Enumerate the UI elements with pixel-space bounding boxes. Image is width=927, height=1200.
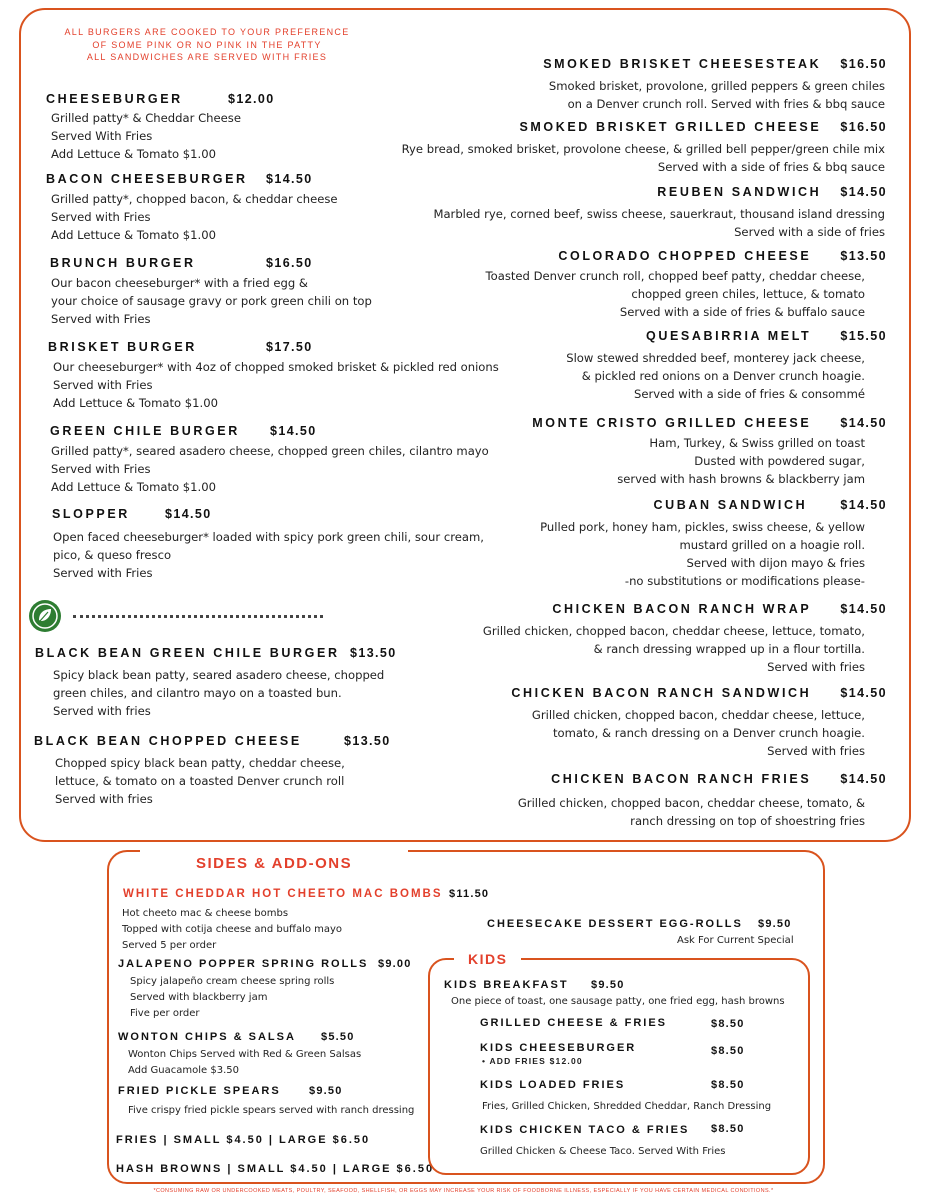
desc-line: Spicy jalapeño cream cheese spring rolls <box>130 976 335 987</box>
sandwich-item <box>287 181 887 241</box>
desc-line: Open faced cheeseburger* loaded with spicy pork green chili, sour cream, <box>53 530 484 544</box>
side-item-description <box>128 1047 361 1079</box>
menu-item-price: $14.50 <box>840 416 887 430</box>
sandwich-item <box>287 682 887 760</box>
sandwich-item <box>287 325 887 403</box>
desc-line: lettuce, & tomato on a toasted Denver crunch roll <box>55 774 345 788</box>
side-item-price: $9.00 <box>378 958 412 970</box>
menu-item-description <box>287 622 865 676</box>
kids-item-name: GRILLED CHEESE & FRIES <box>480 1017 668 1029</box>
menu-item-description <box>51 109 241 163</box>
menu-item-description <box>287 794 865 830</box>
desc-line: Rye bread, smoked brisket, provolone cheese, & grilled bell pepper/green chile mix <box>401 142 885 156</box>
side-item-name: WONTON CHIPS & SALSA <box>118 1031 296 1043</box>
menu-item-name: BRISKET BURGER <box>48 340 197 354</box>
desc-line: served with hash browns & blackberry jam <box>617 472 865 486</box>
desc-line: ranch dressing on top of shoestring fries <box>630 814 865 828</box>
menu-item-price: $14.50 <box>165 507 212 521</box>
sandwich-item <box>287 768 887 830</box>
dessert-name: CHEESECAKE DESSERT EGG-ROLLS <box>487 918 743 930</box>
desc-line: & ranch dressing wrapped up in a flour tortilla. <box>593 642 865 656</box>
menu-item-price: $16.50 <box>840 57 887 71</box>
desc-line: Served with Fries <box>53 566 153 580</box>
desc-line: Served with Fries <box>51 210 151 224</box>
desc-line: Served With Fries <box>51 129 153 143</box>
menu-item-name: SMOKED BRISKET GRILLED CHEESE <box>519 120 822 134</box>
desc-line: Served with Fries <box>51 312 151 326</box>
divider <box>73 615 323 618</box>
sandwich-item <box>287 494 887 590</box>
menu-item-description <box>287 205 885 241</box>
kids-item-price: $8.50 <box>711 1123 745 1135</box>
desc-line: Served with a side of fries <box>734 225 885 239</box>
menu-item-price: $14.50 <box>840 772 887 786</box>
menu-item-name: SLOPPER <box>52 507 130 521</box>
menu-item-price: $13.50 <box>350 646 397 660</box>
desc-line: Five per order <box>130 1008 200 1019</box>
desc-line: Our cheeseburger* with 4oz of chopped smoked brisket & pickled red onions <box>53 360 499 374</box>
sides-heading: SIDES & ADD-ONS <box>140 849 408 878</box>
menu-item-description <box>287 267 865 321</box>
menu-item-price: $16.50 <box>266 256 313 270</box>
desc-line: chopped green chiles, lettuce, & tomato <box>631 287 865 301</box>
desc-line: Marbled rye, corned beef, swiss cheese, sauerkraut, thousand island dressing <box>433 207 885 221</box>
menu-item-price: $17.50 <box>266 340 313 354</box>
side-item-name: FRIED PICKLE SPEARS <box>118 1085 281 1097</box>
menu-item-name: CHICKEN BACON RANCH SANDWICH <box>511 686 812 700</box>
desc-line: Five crispy fried pickle spears served with ranch dressing <box>128 1105 415 1116</box>
side-item-description <box>130 974 334 1022</box>
kids-heading: KIDS <box>454 949 521 969</box>
desc-line: Served with a side of fries & bbq sauce <box>657 160 885 174</box>
desc-line: Served with fries <box>55 792 153 806</box>
kids-item-description: One piece of toast, one sausage patty, one fried egg, hash browns <box>451 996 785 1007</box>
desc-line: Add Lettuce & Tomato $1.00 <box>51 480 216 494</box>
menu-item-name: COLORADO CHOPPED CHEESE <box>558 249 812 263</box>
menu-item-name: QUESABIRRIA MELT <box>646 329 812 343</box>
side-item-price: $9.50 <box>309 1085 343 1097</box>
desc-line: Served with Fries <box>51 462 151 476</box>
menu-item-name: CHICKEN BACON RANCH WRAP <box>552 602 812 616</box>
desc-line: Grilled chicken, chopped bacon, cheddar cheese, lettuce, tomato, <box>482 624 865 638</box>
menu-item-price: $14.50 <box>270 424 317 438</box>
menu-item-name: REUBEN SANDWICH <box>657 185 822 199</box>
kids-item-price: $8.50 <box>711 1079 745 1091</box>
kids-item-description: Grilled Chicken & Cheese Taco. Served With Fries <box>480 1146 726 1157</box>
kids-item-price: $9.50 <box>591 979 625 991</box>
note-text: ADD FRIES $12.00 <box>489 1056 583 1066</box>
desc-line: pico, & queso fresco <box>53 548 172 562</box>
leaf-icon <box>28 599 62 633</box>
menu-item-name: CHICKEN BACON RANCH FRIES <box>551 772 812 786</box>
desc-line: Served with fries <box>767 744 865 758</box>
menu-item-description <box>287 706 865 760</box>
footer-disclaimer: *CONSUMING RAW OR UNDERCOOKED MEATS, POULTRY, SEAFOOD, SHELLFISH, OR EGGS MAY INCREASE YOUR RISK OF FOODBORNE ILLNESS, ESPECIALLY IF YOU HAVE CERTAIN MEDICAL CONDITIONS.* <box>153 1188 774 1194</box>
desc-line: Grilled patty*, chopped bacon, & cheddar cheese <box>51 192 338 206</box>
menu-item-name: BLACK BEAN GREEN CHILE BURGER <box>35 646 340 660</box>
menu-item-name: GREEN CHILE BURGER <box>50 424 240 438</box>
notice-line: ALL SANDWICHES ARE SERVED WITH FRIES <box>86 52 328 62</box>
notice-line: ALL BURGERS ARE COOKED TO YOUR PREFERENCE <box>64 27 350 37</box>
desc-line: Slow stewed shredded beef, monterey jack cheese, <box>566 351 865 365</box>
desc-line: Spicy black bean patty, seared asadero cheese, chopped <box>53 668 385 682</box>
desc-line: your choice of sausage gravy or pork green chili on top <box>51 294 372 308</box>
desc-line: Served with dijon mayo & fries <box>686 556 865 570</box>
menu-item-name: CHEESEBURGER <box>46 92 183 106</box>
kids-item-note <box>482 1056 583 1066</box>
desc-line: Dusted with powdered sugar, <box>694 454 865 468</box>
desc-line: Smoked brisket, provolone, grilled peppers & green chiles <box>548 79 885 93</box>
desc-line: Add Lettuce & Tomato $1.00 <box>51 147 216 161</box>
menu-item-price: $13.50 <box>840 249 887 263</box>
menu-item-price: $14.50 <box>266 172 313 186</box>
menu-item-name: CUBAN SANDWICH <box>653 498 808 512</box>
menu-item-name: BRUNCH BURGER <box>50 256 196 270</box>
sandwich-item <box>287 53 887 113</box>
desc-line: Hot cheeto mac & cheese bombs <box>122 908 289 919</box>
desc-line: Our bacon cheeseburger* with a fried egg & <box>51 276 308 290</box>
menu-item-name: SMOKED BRISKET CHEESESTEAK <box>543 57 822 71</box>
menu-item-description <box>287 140 885 176</box>
side-item-price: $11.50 <box>449 888 490 900</box>
side-item-name: JALAPENO POPPER SPRING ROLLS <box>118 958 369 970</box>
desc-line: Toasted Denver crunch roll, chopped beef patty, cheddar cheese, <box>485 269 865 283</box>
desc-line: Ham, Turkey, & Swiss grilled on toast <box>649 436 865 450</box>
desc-line: Served 5 per order <box>122 940 217 951</box>
sandwich-item <box>287 598 887 676</box>
menu-item-price: $13.50 <box>344 734 391 748</box>
desc-line: Served with fries <box>53 704 151 718</box>
kids-item-name: KIDS CHICKEN TACO & FRIES <box>480 1124 690 1136</box>
desc-line: Grilled chicken, chopped bacon, cheddar cheese, tomato, & <box>517 796 865 810</box>
desc-line: Served with a side of fries & buffalo sauce <box>619 305 865 319</box>
menu-item-price: $14.50 <box>840 602 887 616</box>
desc-line: Add Guacamole $3.50 <box>128 1065 239 1076</box>
desc-line: Served with a side of fries & consommé <box>634 387 865 401</box>
desc-line: Chopped spicy black bean patty, cheddar cheese, <box>55 756 345 770</box>
desc-line: Wonton Chips Served with Red & Green Salsas <box>128 1049 362 1060</box>
kids-item-price: $8.50 <box>711 1018 745 1030</box>
menu-item-price: $12.00 <box>228 92 275 106</box>
desc-line: Grilled patty* & Cheddar Cheese <box>51 111 241 125</box>
menu-item-price: $14.50 <box>840 185 887 199</box>
desc-line: Grilled chicken, chopped bacon, cheddar cheese, lettuce, <box>531 708 865 722</box>
desc-line: on a Denver crunch roll. Served with fries & bbq sauce <box>567 97 885 111</box>
side-item-price: $5.50 <box>321 1031 355 1043</box>
menu-item-description <box>287 434 865 488</box>
sandwich-item <box>287 116 887 176</box>
bullet-icon: • <box>482 1056 487 1066</box>
menu-item-name: BACON CHEESEBURGER <box>46 172 248 186</box>
menu-item-price: $16.50 <box>840 120 887 134</box>
menu-item-description <box>287 349 865 403</box>
kids-item-name: KIDS CHEESEBURGER <box>480 1042 637 1054</box>
desc-line: Add Lettuce & Tomato $1.00 <box>51 228 216 242</box>
desc-line: green chiles, and cilantro mayo on a toasted bun. <box>53 686 342 700</box>
desc-line: Served with fries <box>767 660 865 674</box>
desc-line: -no substitutions or modifications please- <box>624 574 865 588</box>
desc-line: Grilled patty*, seared asadero cheese, chopped green chiles, cilantro mayo <box>51 444 489 458</box>
kids-item-price: $8.50 <box>711 1045 745 1057</box>
kids-item-name: KIDS BREAKFAST <box>444 979 569 991</box>
sandwich-item <box>287 245 887 321</box>
notice-line: OF SOME PINK OR NO PINK IN THE PATTY <box>92 39 322 50</box>
sandwich-item <box>287 412 887 488</box>
menu-item-name: BLACK BEAN CHOPPED CHEESE <box>34 734 302 748</box>
desc-line: Add Lettuce & Tomato $1.00 <box>53 396 218 410</box>
menu-item-description <box>287 77 885 113</box>
desc-line: Served with blackberry jam <box>130 992 268 1003</box>
desc-line: Served with Fries <box>53 378 153 392</box>
side-item-description <box>128 1103 414 1119</box>
desc-line: mustard grilled on a hoagie roll. <box>679 538 865 552</box>
kids-item-name: KIDS LOADED FRIES <box>480 1079 626 1091</box>
dessert-description: Ask For Current Special <box>677 935 794 946</box>
menu-item-name: MONTE CRISTO GRILLED CHEESE <box>532 416 812 430</box>
menu-item-description <box>287 518 865 590</box>
desc-line: Pulled pork, honey ham, pickles, swiss cheese, & yellow <box>540 520 865 534</box>
side-item-name: HASH BROWNS | SMALL $4.50 | LARGE $6.50 <box>116 1163 435 1175</box>
kids-item-description: Fries, Grilled Chicken, Shredded Cheddar, Ranch Dressing <box>482 1101 772 1112</box>
desc-line: tomato, & ranch dressing on a Denver crunch hoagie. <box>552 726 865 740</box>
side-item-name: FRIES | SMALL $4.50 | LARGE $6.50 <box>116 1134 371 1146</box>
desc-line: & pickled red onions on a Denver crunch hoagie. <box>581 369 865 383</box>
menu-item-price: $14.50 <box>840 498 887 512</box>
dessert-price: $9.50 <box>758 918 792 930</box>
menu-item-price: $14.50 <box>840 686 887 700</box>
desc-line: Topped with cotija cheese and buffalo mayo <box>122 924 343 935</box>
menu-item-price: $15.50 <box>840 329 887 343</box>
side-item-name: WHITE CHEDDAR HOT CHEETO MAC BOMBS <box>123 888 443 900</box>
side-item-description <box>122 906 342 954</box>
